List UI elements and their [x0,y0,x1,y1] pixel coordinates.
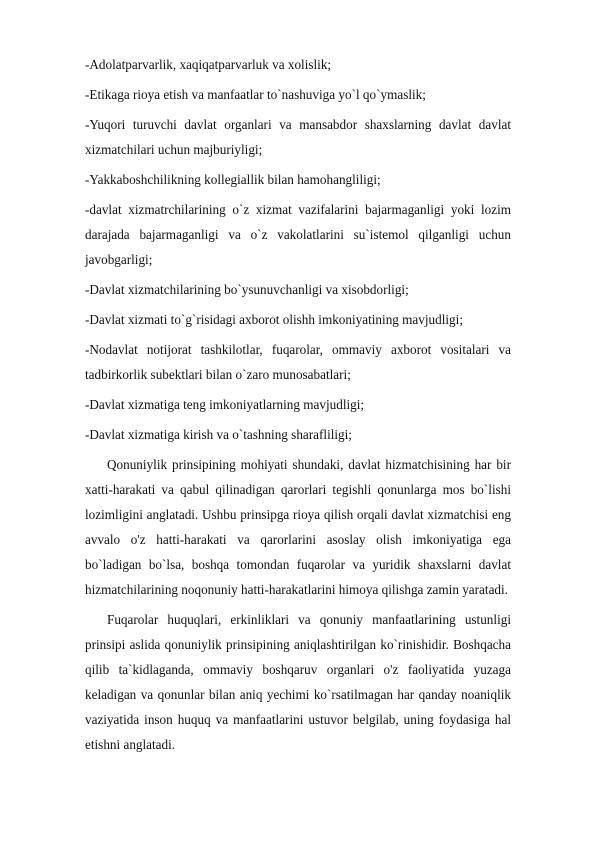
list-item: -davlat xizmatrchilarining o`z xizmat vazifalarini bajarmaganligi yoki lozim darajada bajarmaganligi va o`z vakolatlarini su`istemol qilganligi uchun javobgarligi; [85,202,511,267]
list-item: -Etikaga rioya etish va manfaatlar to`nashuviga yo`l qo`ymaslik; [85,87,426,102]
list-item: -Adolatparvarlik, xaqiqatparvarluk va xolislik; [85,57,332,72]
paragraph-legality-principle: Qonuniylik prinsipining mohiyati shundaki, davlat hizmatchisining har bir xatti-harakati va qabul qilinadigan qarorlari tegishli qonunlarga mos bo`lishi lozimligini anglatadi. Ushbu prinsipga rioya qilish orqali davlat xizmatchisi eng avvalo o'z hatti-harakati va qarorlarini asoslay olish imkoniyatiga ega bo`ladigan bo`lsa, boshqa tomondan fuqarolar va yuridik shaxslarni davlat hizmatchilarining noqonuniy hatti-harakatlarini himoya qilishga zamin yaratadi. [85,457,511,597]
list-item: -Yakkaboshchilikning kollegiallik bilan hamohangliligi; [85,172,381,187]
list-item: -Davlat xizmatiga teng imkoniyatlarning mavjudligi; [85,397,365,412]
list-item: -Nodavlat notijorat tashkilotlar, fuqarolar, ommaviy axborot vositalari va tadbirkorlik subektlari bilan o`zaro munosabatlari; [85,342,511,382]
document-body [85,52,511,762]
list-item: -Davlat xizmatchilarining bo`ysunuvchanligi va xisobdorligi; [85,282,409,297]
paragraph-citizens-rights-principle: Fuqarolar huquqlari, erkinliklari va qonuniy manfaatlarining ustunligi prinsipi aslida qonuniylik prinsipining aniqlashtirilgan ko`rinishidir. Boshqacha qilib ta`kidlaganda, ommaviy boshqaruv organlari o'z faoliyatida yuzaga keladigan va qonunlar bilan aniq yechimi ko`rsatilmagan har qanday noaniqlik vaziyatida inson huquq va manfaatlarini ustuvor belgilab, uning foydasiga hal etishni anglatadi. [85,612,511,752]
list-item: -Davlat xizmati to`g`risidagi axborot olishh imkoniyatining mavjudligi; [85,312,463,327]
list-item: -Yuqori turuvchi davlat organlari va mansabdor shaxslarning davlat davlat xizmatchilari uchun majburiyligi; [85,117,511,157]
list-item: -Davlat xizmatiga kirish va o`tashning sharafliligi; [85,427,352,442]
